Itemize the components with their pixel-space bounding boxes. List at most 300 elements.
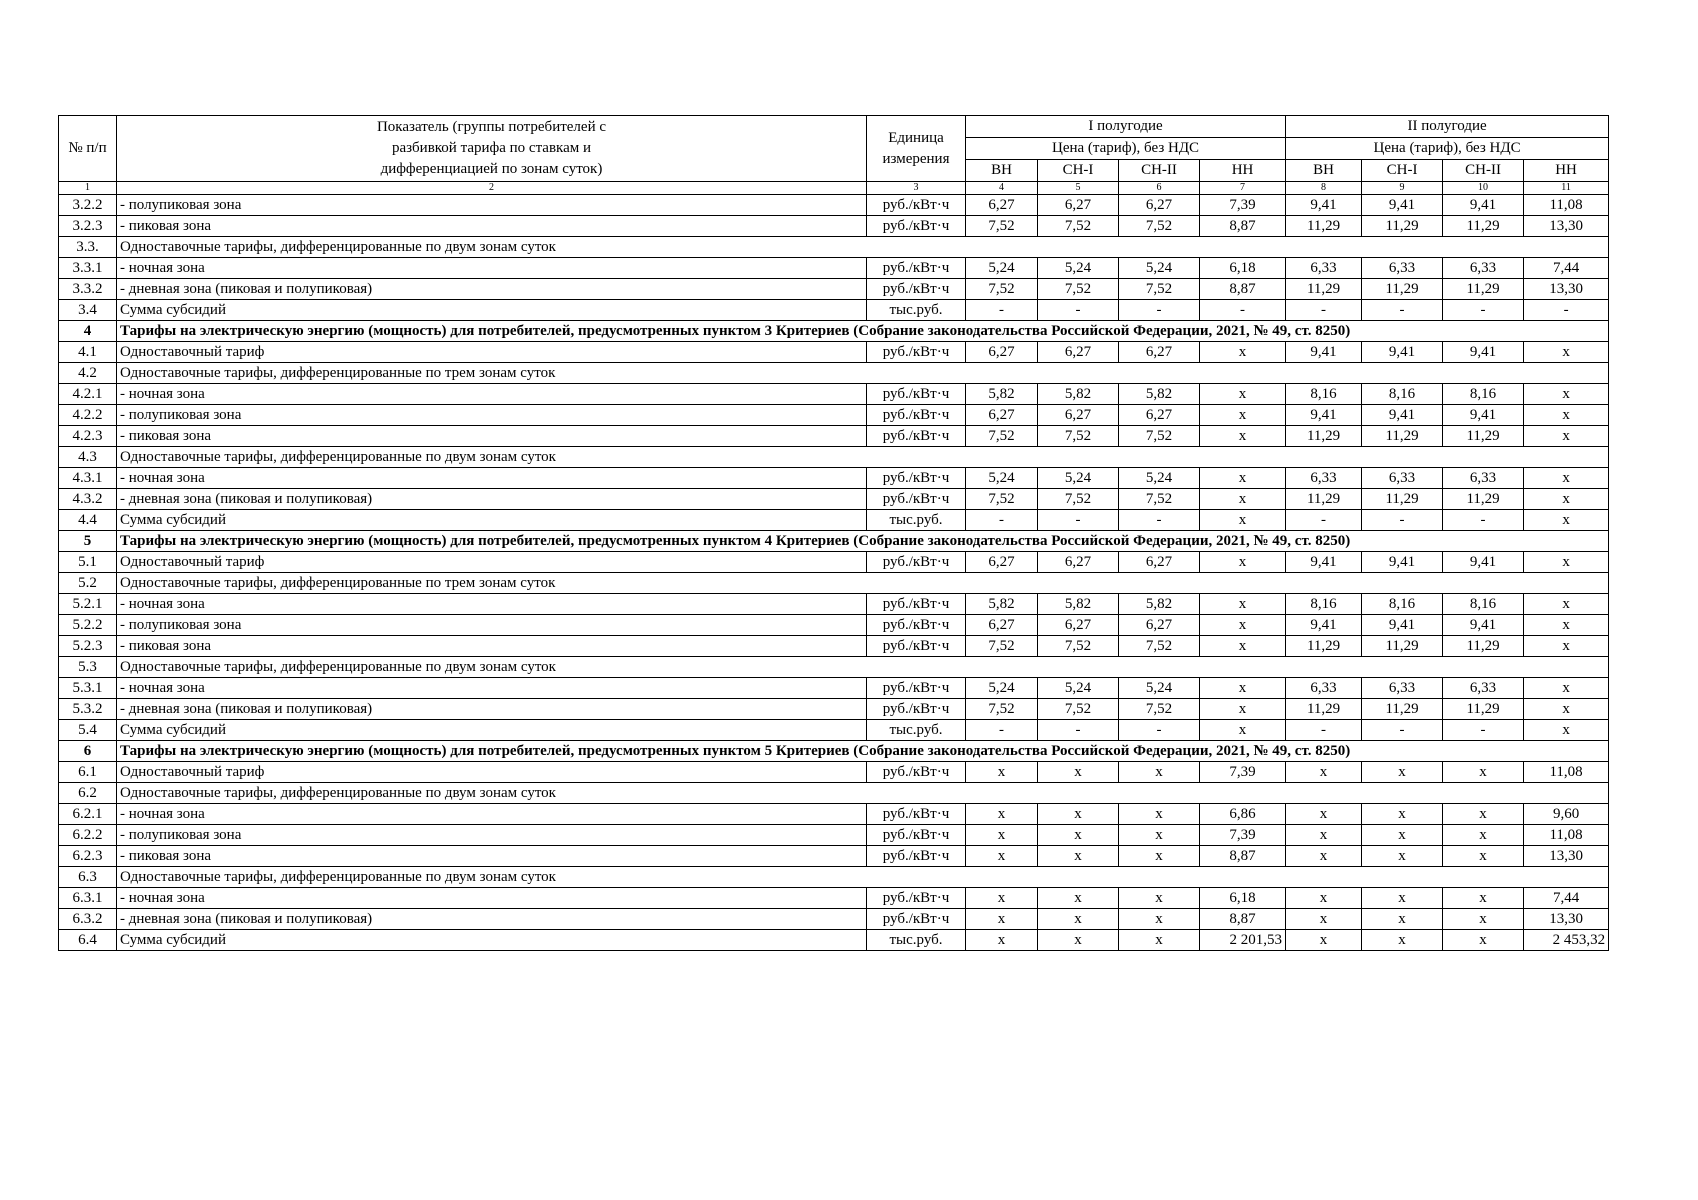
tariff-value: 9,60 [1524, 804, 1609, 825]
tariff-value: 8,16 [1286, 594, 1362, 615]
row-unit: руб./кВт·ч [867, 825, 966, 846]
row-number: 6.3.2 [59, 909, 117, 930]
tariff-value: х [966, 888, 1038, 909]
tariff-value: 6,27 [1038, 342, 1119, 363]
table-row [59, 510, 1609, 531]
tariff-value: х [1038, 846, 1119, 867]
row-indicator: - полупиковая зона [117, 405, 867, 426]
tariff-value: 9,41 [1362, 552, 1443, 573]
table-row [59, 615, 1609, 636]
tariff-value: 9,41 [1286, 552, 1362, 573]
tariff-value: 7,52 [1038, 279, 1119, 300]
section-title: Тарифы на электрическую энергию (мощность) для потребителей, предусмотренных пунктом 3 Критериев (Собрание законодательства Российской Федерации, 2021, № 49, ст. 8250) [117, 321, 1609, 342]
tariff-value: х [1200, 720, 1286, 741]
tariff-value: 6,27 [1119, 405, 1200, 426]
tariff-value: 7,52 [966, 489, 1038, 510]
tariff-value: 11,29 [1286, 216, 1362, 237]
tariff-value: 11,29 [1443, 216, 1524, 237]
header-unit: Единица измерения [867, 116, 966, 182]
tariff-value: 5,82 [1038, 594, 1119, 615]
row-unit: руб./кВт·ч [867, 384, 966, 405]
tariff-value: 5,24 [1119, 678, 1200, 699]
tariff-value: 7,52 [1119, 636, 1200, 657]
row-indicator: Сумма субсидий [117, 510, 867, 531]
row-indicator: - ночная зона [117, 468, 867, 489]
tariff-value: 5,24 [1038, 468, 1119, 489]
row-number: 6.3 [59, 867, 117, 888]
table-row [59, 909, 1609, 930]
tariff-value: 2 201,53 [1200, 930, 1286, 951]
table-body [59, 195, 1609, 951]
tariff-value: х [1200, 510, 1286, 531]
table-row [59, 678, 1609, 699]
section-title: Одноставочные тарифы, дифференцированные по двум зонам суток [117, 447, 1609, 468]
tariff-value: - [1443, 720, 1524, 741]
tariff-value: 6,27 [966, 195, 1038, 216]
tariff-value: 6,27 [966, 615, 1038, 636]
tariff-value: х [1524, 489, 1609, 510]
tariff-value: х [1524, 678, 1609, 699]
table-row [59, 363, 1609, 384]
column-number: 10 [1443, 182, 1524, 195]
tariff-value: х [1038, 825, 1119, 846]
row-unit: руб./кВт·ч [867, 762, 966, 783]
header-level: НН [1200, 160, 1286, 182]
row-number: 6.3.1 [59, 888, 117, 909]
row-number: 3.2.3 [59, 216, 117, 237]
tariff-value: 9,41 [1362, 615, 1443, 636]
tariff-value: - [1286, 720, 1362, 741]
tariff-value: 9,41 [1362, 342, 1443, 363]
tariff-value: х [1038, 762, 1119, 783]
tariff-value: х [1524, 699, 1609, 720]
row-unit: руб./кВт·ч [867, 636, 966, 657]
tariff-value: 6,27 [1119, 195, 1200, 216]
row-unit: руб./кВт·ч [867, 699, 966, 720]
header-price-2: Цена (тариф), без НДС [1286, 138, 1609, 160]
tariff-value: 7,52 [966, 426, 1038, 447]
tariff-value: 9,41 [1443, 552, 1524, 573]
row-indicator: - дневная зона (пиковая и полупиковая) [117, 909, 867, 930]
table-row [59, 279, 1609, 300]
tariff-value: х [1200, 468, 1286, 489]
tariff-value: 7,52 [1038, 699, 1119, 720]
row-unit: руб./кВт·ч [867, 342, 966, 363]
row-number: 6.2.2 [59, 825, 117, 846]
header-level: СН-II [1443, 160, 1524, 182]
table-row [59, 930, 1609, 951]
tariff-value: 11,29 [1362, 699, 1443, 720]
tariff-value: 11,29 [1362, 279, 1443, 300]
row-number: 4.3.1 [59, 468, 117, 489]
table-row [59, 489, 1609, 510]
table-row [59, 552, 1609, 573]
tariff-value: 13,30 [1524, 909, 1609, 930]
tariff-value: 11,29 [1443, 489, 1524, 510]
tariff-value: х [966, 762, 1038, 783]
column-number: 6 [1119, 182, 1200, 195]
header-level: ВН [966, 160, 1038, 182]
tariff-value: х [1443, 762, 1524, 783]
row-number: 5.1 [59, 552, 117, 573]
table-header [59, 116, 1609, 195]
tariff-value: х [1443, 930, 1524, 951]
table-row [59, 321, 1609, 342]
row-number: 5.2.1 [59, 594, 117, 615]
tariff-value: - [1200, 300, 1286, 321]
tariff-value: х [1443, 804, 1524, 825]
tariff-value: 9,41 [1443, 615, 1524, 636]
tariff-value: 11,08 [1524, 762, 1609, 783]
tariff-value: 8,16 [1362, 384, 1443, 405]
tariff-value: 11,29 [1443, 636, 1524, 657]
row-indicator: - ночная зона [117, 384, 867, 405]
column-number: 5 [1038, 182, 1119, 195]
tariff-value: 7,52 [1119, 216, 1200, 237]
tariff-value: х [1286, 930, 1362, 951]
table-row [59, 384, 1609, 405]
tariff-value: х [1524, 615, 1609, 636]
row-unit: тыс.руб. [867, 720, 966, 741]
row-unit: руб./кВт·ч [867, 258, 966, 279]
tariff-value: 6,33 [1443, 678, 1524, 699]
tariff-value: - [1443, 510, 1524, 531]
tariff-value: 9,41 [1443, 405, 1524, 426]
tariff-value: 11,29 [1286, 426, 1362, 447]
row-number: 4.4 [59, 510, 117, 531]
table-row [59, 300, 1609, 321]
table-row [59, 426, 1609, 447]
row-unit: руб./кВт·ч [867, 195, 966, 216]
tariff-value: 11,29 [1362, 489, 1443, 510]
tariff-table [58, 115, 1609, 951]
tariff-value: х [1200, 489, 1286, 510]
tariff-value: 9,41 [1443, 195, 1524, 216]
tariff-value: 13,30 [1524, 279, 1609, 300]
row-indicator: Одноставочный тариф [117, 552, 867, 573]
column-number: 11 [1524, 182, 1609, 195]
row-number: 3.4 [59, 300, 117, 321]
tariff-value: 8,87 [1200, 216, 1286, 237]
column-number: 8 [1286, 182, 1362, 195]
tariff-value: 5,82 [1119, 594, 1200, 615]
tariff-value: 5,24 [966, 468, 1038, 489]
tariff-value: 7,52 [1038, 489, 1119, 510]
tariff-value: - [966, 720, 1038, 741]
tariff-value: х [1286, 909, 1362, 930]
tariff-value: 6,27 [1038, 405, 1119, 426]
header-num: № п/п [59, 116, 117, 182]
tariff-value: 6,33 [1443, 258, 1524, 279]
tariff-value: 9,41 [1443, 342, 1524, 363]
section-title: Одноставочные тарифы, дифференцированные по трем зонам суток [117, 363, 1609, 384]
tariff-value: - [1286, 300, 1362, 321]
tariff-value: - [1443, 300, 1524, 321]
row-indicator: Сумма субсидий [117, 720, 867, 741]
table-row [59, 720, 1609, 741]
tariff-value: х [1443, 825, 1524, 846]
tariff-value: х [1524, 636, 1609, 657]
row-indicator: - полупиковая зона [117, 195, 867, 216]
row-unit: тыс.руб. [867, 300, 966, 321]
row-indicator: - полупиковая зона [117, 825, 867, 846]
tariff-value: 5,82 [966, 594, 1038, 615]
tariff-value: 11,29 [1443, 699, 1524, 720]
table-row [59, 762, 1609, 783]
row-number: 3.3.1 [59, 258, 117, 279]
column-number: 2 [117, 182, 867, 195]
tariff-value: х [1524, 552, 1609, 573]
row-number: 3.3. [59, 237, 117, 258]
row-number: 4.3 [59, 447, 117, 468]
row-indicator: - ночная зона [117, 258, 867, 279]
tariff-value: 9,41 [1286, 342, 1362, 363]
table-row [59, 447, 1609, 468]
tariff-value: х [1524, 426, 1609, 447]
row-number: 5.2.3 [59, 636, 117, 657]
tariff-value: - [1119, 720, 1200, 741]
tariff-value: - [1119, 510, 1200, 531]
header-half-1: I полугодие [966, 116, 1286, 138]
tariff-value: х [1200, 615, 1286, 636]
tariff-value: 2 453,32 [1524, 930, 1609, 951]
tariff-value: - [1119, 300, 1200, 321]
tariff-value: 6,33 [1362, 678, 1443, 699]
tariff-value: 5,24 [1038, 678, 1119, 699]
row-unit: руб./кВт·ч [867, 489, 966, 510]
tariff-value: 11,29 [1362, 426, 1443, 447]
tariff-value: 5,24 [1119, 258, 1200, 279]
table-row [59, 804, 1609, 825]
tariff-value: х [1286, 804, 1362, 825]
tariff-value: х [966, 930, 1038, 951]
column-number: 9 [1362, 182, 1443, 195]
tariff-value: х [1286, 888, 1362, 909]
tariff-value: х [1524, 384, 1609, 405]
table-row [59, 741, 1609, 762]
row-indicator: Одноставочный тариф [117, 342, 867, 363]
row-number: 5.2.2 [59, 615, 117, 636]
tariff-value: х [1200, 678, 1286, 699]
tariff-value: х [1524, 405, 1609, 426]
tariff-value: 7,52 [966, 216, 1038, 237]
tariff-value: 11,29 [1286, 699, 1362, 720]
row-unit: руб./кВт·ч [867, 888, 966, 909]
table-row [59, 636, 1609, 657]
tariff-value: х [1119, 804, 1200, 825]
tariff-value: 6,27 [1119, 552, 1200, 573]
tariff-value: 7,44 [1524, 888, 1609, 909]
tariff-value: х [1286, 762, 1362, 783]
tariff-value: - [966, 510, 1038, 531]
column-number: 1 [59, 182, 117, 195]
tariff-value: х [1200, 426, 1286, 447]
header-level: ВН [1286, 160, 1362, 182]
tariff-value: х [1524, 468, 1609, 489]
row-indicator: - пиковая зона [117, 636, 867, 657]
tariff-value: 6,27 [966, 342, 1038, 363]
tariff-value: х [1200, 552, 1286, 573]
tariff-value: - [1362, 720, 1443, 741]
tariff-value: 6,27 [966, 552, 1038, 573]
tariff-value: - [1038, 720, 1119, 741]
row-indicator: - ночная зона [117, 678, 867, 699]
row-indicator: - ночная зона [117, 888, 867, 909]
tariff-value: 7,52 [1038, 216, 1119, 237]
table-row [59, 888, 1609, 909]
table-row [59, 846, 1609, 867]
row-number: 6 [59, 741, 117, 762]
tariff-value: х [1038, 888, 1119, 909]
row-number: 6.2.1 [59, 804, 117, 825]
tariff-value: - [1038, 510, 1119, 531]
tariff-value: 6,33 [1362, 258, 1443, 279]
tariff-value: х [1362, 762, 1443, 783]
row-unit: руб./кВт·ч [867, 615, 966, 636]
row-number: 4.2 [59, 363, 117, 384]
tariff-value: 13,30 [1524, 216, 1609, 237]
tariff-value: х [1200, 636, 1286, 657]
tariff-value: 6,27 [1038, 615, 1119, 636]
column-number: 4 [966, 182, 1038, 195]
section-title: Одноставочные тарифы, дифференцированные по двум зонам суток [117, 783, 1609, 804]
tariff-value: х [1524, 510, 1609, 531]
section-title: Тарифы на электрическую энергию (мощность) для потребителей, предусмотренных пунктом 5 Критериев (Собрание законодательства Российской Федерации, 2021, № 49, ст. 8250) [117, 741, 1609, 762]
tariff-value: 5,82 [1119, 384, 1200, 405]
header-column-numbers [59, 182, 1609, 195]
tariff-value: 11,29 [1362, 636, 1443, 657]
tariff-value: х [1119, 762, 1200, 783]
row-indicator: Одноставочный тариф [117, 762, 867, 783]
tariff-value: х [1200, 342, 1286, 363]
tariff-value: 8,16 [1286, 384, 1362, 405]
row-indicator: - ночная зона [117, 594, 867, 615]
tariff-value: 7,52 [1038, 426, 1119, 447]
tariff-value: 6,27 [1119, 615, 1200, 636]
row-unit: руб./кВт·ч [867, 426, 966, 447]
table-row [59, 594, 1609, 615]
tariff-value: х [966, 825, 1038, 846]
row-indicator: Сумма субсидий [117, 300, 867, 321]
row-number: 5.3.2 [59, 699, 117, 720]
tariff-value: 9,41 [1286, 615, 1362, 636]
row-unit: руб./кВт·ч [867, 216, 966, 237]
row-indicator: - пиковая зона [117, 426, 867, 447]
row-number: 4.1 [59, 342, 117, 363]
tariff-value: 5,24 [1119, 468, 1200, 489]
table-row [59, 195, 1609, 216]
table-row [59, 468, 1609, 489]
row-number: 6.2 [59, 783, 117, 804]
tariff-value: 6,33 [1286, 468, 1362, 489]
tariff-value: х [1362, 825, 1443, 846]
table-row [59, 867, 1609, 888]
tariff-value: - [1362, 300, 1443, 321]
tariff-value: 6,27 [1038, 552, 1119, 573]
tariff-value: 7,52 [1119, 699, 1200, 720]
tariff-value: 5,82 [1038, 384, 1119, 405]
tariff-value: х [1524, 594, 1609, 615]
row-unit: руб./кВт·ч [867, 804, 966, 825]
row-unit: руб./кВт·ч [867, 552, 966, 573]
section-title: Одноставочные тарифы, дифференцированные по трем зонам суток [117, 573, 1609, 594]
row-unit: тыс.руб. [867, 510, 966, 531]
tariff-value: 8,16 [1443, 384, 1524, 405]
tariff-value: 6,33 [1362, 468, 1443, 489]
tariff-value: 11,29 [1286, 489, 1362, 510]
row-number: 6.2.3 [59, 846, 117, 867]
tariff-value: - [1038, 300, 1119, 321]
row-number: 6.1 [59, 762, 117, 783]
row-unit: руб./кВт·ч [867, 405, 966, 426]
tariff-value: 8,16 [1443, 594, 1524, 615]
tariff-value: 11,29 [1443, 426, 1524, 447]
row-number: 4.2.2 [59, 405, 117, 426]
table-row [59, 573, 1609, 594]
row-indicator: Сумма субсидий [117, 930, 867, 951]
tariff-value: 9,41 [1362, 195, 1443, 216]
tariff-value: 5,82 [966, 384, 1038, 405]
tariff-value: 5,24 [966, 258, 1038, 279]
row-indicator: - ночная зона [117, 804, 867, 825]
table-row [59, 531, 1609, 552]
row-number: 4.3.2 [59, 489, 117, 510]
tariff-value: 7,52 [966, 699, 1038, 720]
tariff-value: 6,27 [966, 405, 1038, 426]
table-row [59, 258, 1609, 279]
table-row [59, 657, 1609, 678]
row-indicator: - полупиковая зона [117, 615, 867, 636]
tariff-value: 6,18 [1200, 258, 1286, 279]
table-row [59, 699, 1609, 720]
tariff-value: - [966, 300, 1038, 321]
row-number: 4.2.1 [59, 384, 117, 405]
row-number: 5.4 [59, 720, 117, 741]
tariff-value: 11,08 [1524, 195, 1609, 216]
row-indicator: - дневная зона (пиковая и полупиковая) [117, 279, 867, 300]
tariff-value: х [1286, 825, 1362, 846]
tariff-value: х [1119, 930, 1200, 951]
tariff-value: х [1119, 909, 1200, 930]
table-row [59, 783, 1609, 804]
section-title: Тарифы на электрическую энергию (мощность) для потребителей, предусмотренных пунктом 4 Критериев (Собрание законодательства Российской Федерации, 2021, № 49, ст. 8250) [117, 531, 1609, 552]
tariff-value: х [1362, 909, 1443, 930]
row-number: 5 [59, 531, 117, 552]
table-row [59, 216, 1609, 237]
header-level: НН [1524, 160, 1609, 182]
row-unit: руб./кВт·ч [867, 594, 966, 615]
tariff-value: х [1362, 930, 1443, 951]
section-title: Одноставочные тарифы, дифференцированные по двум зонам суток [117, 657, 1609, 678]
row-number: 5.3.1 [59, 678, 117, 699]
tariff-value: х [966, 909, 1038, 930]
column-number: 7 [1200, 182, 1286, 195]
tariff-value: 9,41 [1286, 405, 1362, 426]
tariff-value: - [1362, 510, 1443, 531]
row-indicator: - пиковая зона [117, 846, 867, 867]
tariff-value: 11,29 [1362, 216, 1443, 237]
tariff-value: х [1362, 846, 1443, 867]
tariff-value: 7,52 [966, 279, 1038, 300]
tariff-value: 7,52 [966, 636, 1038, 657]
row-unit: тыс.руб. [867, 930, 966, 951]
tariff-value: 8,87 [1200, 279, 1286, 300]
tariff-value: х [1200, 384, 1286, 405]
tariff-value: 8,16 [1362, 594, 1443, 615]
section-title: Одноставочные тарифы, дифференцированные по двум зонам суток [117, 237, 1609, 258]
tariff-value: 5,24 [1038, 258, 1119, 279]
tariff-value: 7,52 [1119, 279, 1200, 300]
